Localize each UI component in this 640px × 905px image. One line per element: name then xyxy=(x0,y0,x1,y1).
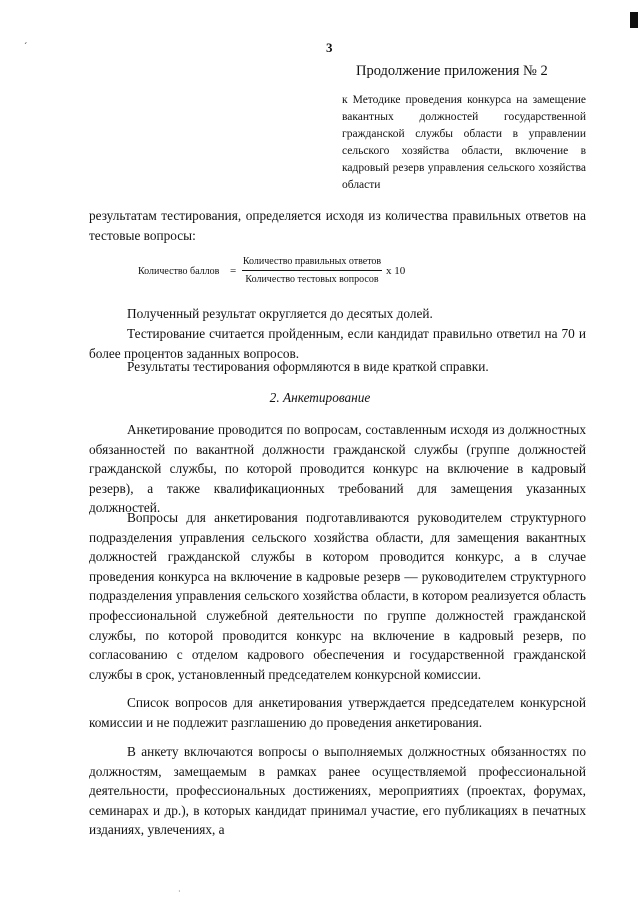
formula-label: Количество баллов xyxy=(138,266,220,277)
paragraph-questionnaire-content: В анкету включаются вопросы о выполняемых должностных обязанностях по должностям, замещаемым в рамках ранее осуществляемой профессиональной деятельности, профессиональных достижениях, мероприятиях (проектах, форумах, семинарах и др.), в которых кандидат принимал участие, его публикациях в печатных изданиях, увлечениях, а xyxy=(89,744,586,838)
formula-denominator: Количество тестовых вопросов xyxy=(245,274,379,285)
paragraph-questions-preparation: Вопросы для анкетирования подготавливаются руководителем структурного подразделения управления сельского хозяйства области, для замещения вакантных должностей гражданской службы в котором проводится конкурс, а в случае проведения конкурса на включение в кадровые резерв — руководителем структурного подразделения управления сельского хозяйства области, в котором реализуется область профессиональной служебной деятельности по группе должностей гражданской службы, по которой проводится конкурс на включение в кадровый резерв, по согласованию с отделом кадрового обеспечения и государственной гражданской службы в срок, установленный председателем конкурсной комиссии. xyxy=(89,510,586,682)
page-number: 3 xyxy=(326,40,333,55)
scan-speck: · xyxy=(178,887,181,896)
paragraph-questions-approval: Список вопросов для анкетирования утверждается председателем конкурсной комиссии и не подлежит разглашению до проведения анкетирования. xyxy=(89,695,586,730)
paragraph-testing-result: результатам тестирования, определяется исходя из количества правильных ответов на тестовые вопросы: xyxy=(89,208,586,243)
section-heading: 2. Анкетирование xyxy=(269,390,371,405)
paragraph-rounding: Полученный результат округляется до десятых долей. xyxy=(127,306,433,321)
appendix-subtitle: к Методике проведения конкурса на замещение вакантных должностей государственной гражданской службы области в управлении сельского хозяйства области, включение в кадровый резерв управления сельского хозяйства области xyxy=(342,94,586,191)
score-formula xyxy=(138,256,438,288)
formula-numerator: Количество правильных ответов xyxy=(242,256,382,267)
scan-speck: ´ xyxy=(24,42,28,53)
appendix-continuation-title: Продолжение приложения № 2 xyxy=(356,63,548,79)
paragraph-results-report: Результаты тестирования оформляются в виде краткой справки. xyxy=(127,359,489,374)
formula-fraction-bar xyxy=(242,270,382,271)
scan-edge-mark xyxy=(630,12,638,28)
paragraph-pass-criteria: Тестирование считается пройденным, если кандидат правильно ответил на 70 и более процентов заданных вопросов. xyxy=(89,326,586,361)
formula-equals: = xyxy=(230,265,237,277)
paragraph-questionnaire-basis: Анкетирование проводится по вопросам, составленным исходя из должностных обязанностей по вакантной должности гражданской службы (группе должностей гражданской службы, по которой проводится конкурс на включение в кадровый резерв), а также квалификационных требований для замещения указанных должностей. xyxy=(89,422,586,516)
formula-multiplier: х 10 xyxy=(386,265,406,277)
